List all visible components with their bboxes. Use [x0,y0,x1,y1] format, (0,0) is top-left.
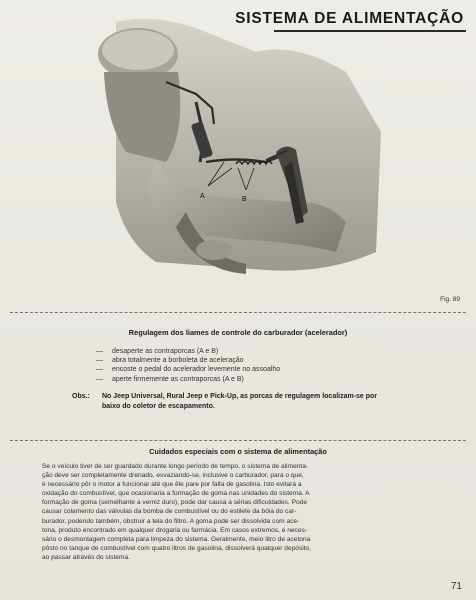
callout-a-label: A [200,193,205,200]
paragraph-line: sário o desmontagem completa para limpeza do sistema. Geralmente, meio litro de acetona [42,535,311,543]
carburetor-linkage-illustration [96,12,386,282]
observation-note [72,392,412,411]
paragraph-line: formação de goma (semelhante a verniz duro), pode dar causa a sérias dificuldades. Pode [42,499,307,507]
section-divider-middle [10,440,466,441]
paragraph-line: causar colamento das válvulas da bomba de combustível ou do estilete da bóia do car- [42,508,297,516]
obs-line-1: No Jeep Universal, Rural Jeep e Pick-Up, as porcas de regulagem localizam-se por [102,393,378,400]
adjustment-steps-list [96,347,280,384]
paragraph-line: ao passar através do sistema. [42,553,130,561]
paragraph-line: tona, produto encontrado em qualquer drogaria ou farmácia. Em casos extremos, é neces- [42,526,307,534]
paragraph-line: oxidação do combustível, que ocasionaria a formação de goma nas unidades do sistema. A [42,490,310,498]
paragraph-line: ção deve ser completamente drenado, esvaziando-se, inclusive o carburador, para o que, [42,472,304,480]
list-item: — aperte firmemente as contraporcas (A e B) [96,375,244,383]
page-title: SISTEMA DE ALIMENTAÇÃO [235,10,464,27]
section-heading-regulagem: Regulagem dos liames de controle do carburador (acelerador) [128,328,348,337]
paragraph-line: é necessário pôr o motor a funcionar até que êle pare por falta de gasolina. Isto evitará a [42,481,302,489]
paragraph-line: Se o veículo tiver de ser guardado durante longo período de tempo, o sistema de alimenta- [42,463,309,470]
list-item: — desaperte as contraporcas (A e B) [96,348,219,355]
obs-line-2: baixo do coletor de escapamento. [102,402,215,410]
care-instructions-paragraph [42,462,440,562]
paragraph-line: burador, podendo também, obstruir a tela do filtro. A goma pode ser dissolvida com ace- [42,517,300,525]
list-item: — abra totalmente a borboleta de aceleração [96,357,244,365]
obs-label: Obs.: [72,393,90,400]
page-number: 71 [450,581,462,592]
section-heading-cuidados: Cuidados especiais com o sistema de alimentação [149,447,327,456]
paragraph-line: pôsto no tanque de combustível com quatro litros de gasolina, dissolverá qualquer depósito, [42,544,312,552]
section-divider-top [10,312,466,313]
list-item: — encoste o pedal do acelerador levemente no assoalho [96,366,281,374]
callout-b-label: B [242,196,247,203]
figure-caption: Fig. 89 [440,296,460,303]
